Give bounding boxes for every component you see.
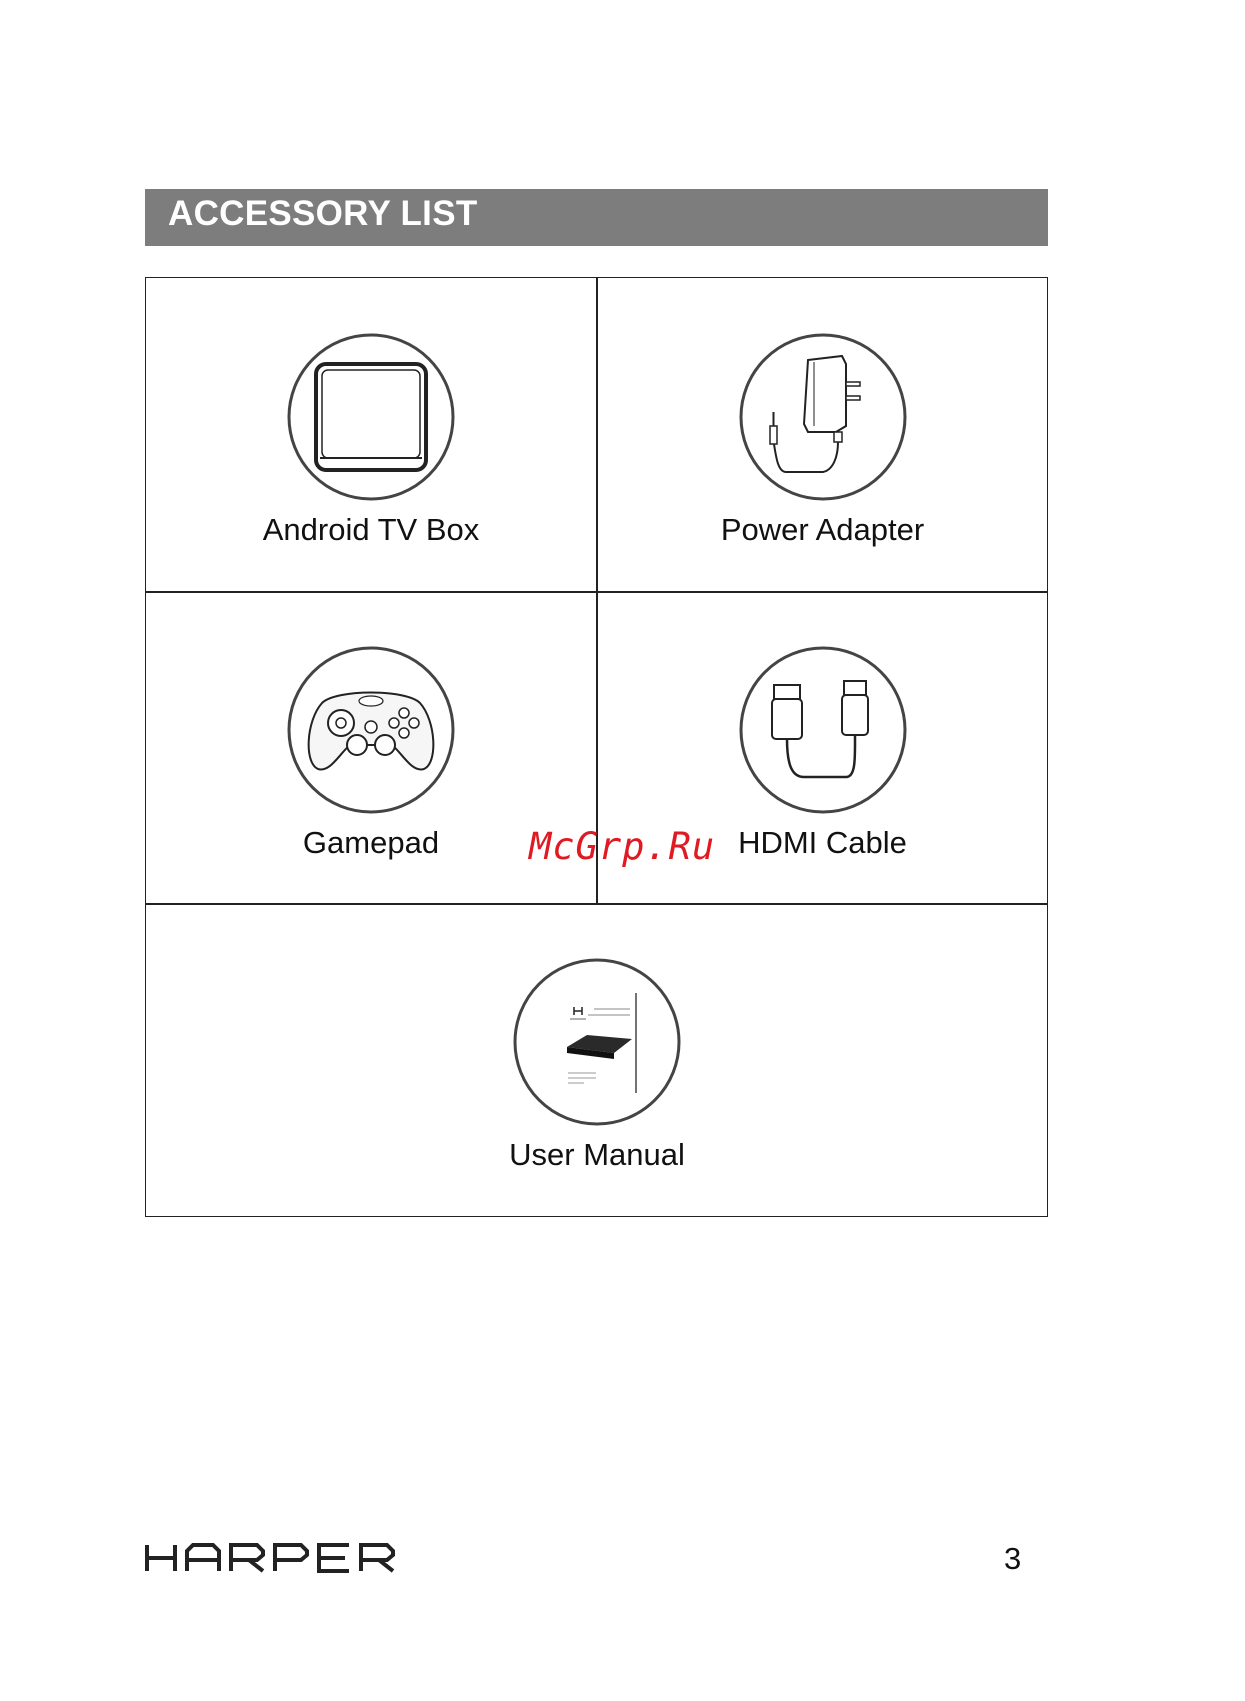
power-adapter-icon [738, 332, 908, 502]
item-label-gamepad: Gamepad [302, 825, 440, 860]
user-manual-icon [512, 957, 682, 1127]
item-label-hdmi-cable: HDMI Cable [738, 825, 907, 860]
section-title: ACCESSORY LIST [168, 194, 478, 233]
item-label-power-adapter: Power Adapter [720, 512, 925, 547]
watermark: McGrp.Ru [529, 825, 716, 868]
accessory-item-user-manual [146, 957, 1048, 1173]
tv-box-icon [286, 332, 456, 502]
page-number: 3 [1004, 1541, 1022, 1576]
gamepad-icon [286, 645, 456, 815]
accessory-item-power-adapter [597, 332, 1048, 548]
harper-logo-icon [145, 1543, 395, 1573]
brand-logo [145, 1543, 395, 1578]
accessory-item-tv-box [146, 332, 596, 548]
grid-divider-row1 [146, 591, 1047, 593]
item-label-user-manual: User Manual [509, 1137, 685, 1172]
hdmi-cable-icon [738, 645, 908, 815]
grid-divider-row2 [146, 903, 1047, 905]
accessory-grid [145, 277, 1048, 1217]
item-label-tv-box: Android TV Box [262, 512, 480, 547]
section-title-bar [145, 189, 1048, 246]
